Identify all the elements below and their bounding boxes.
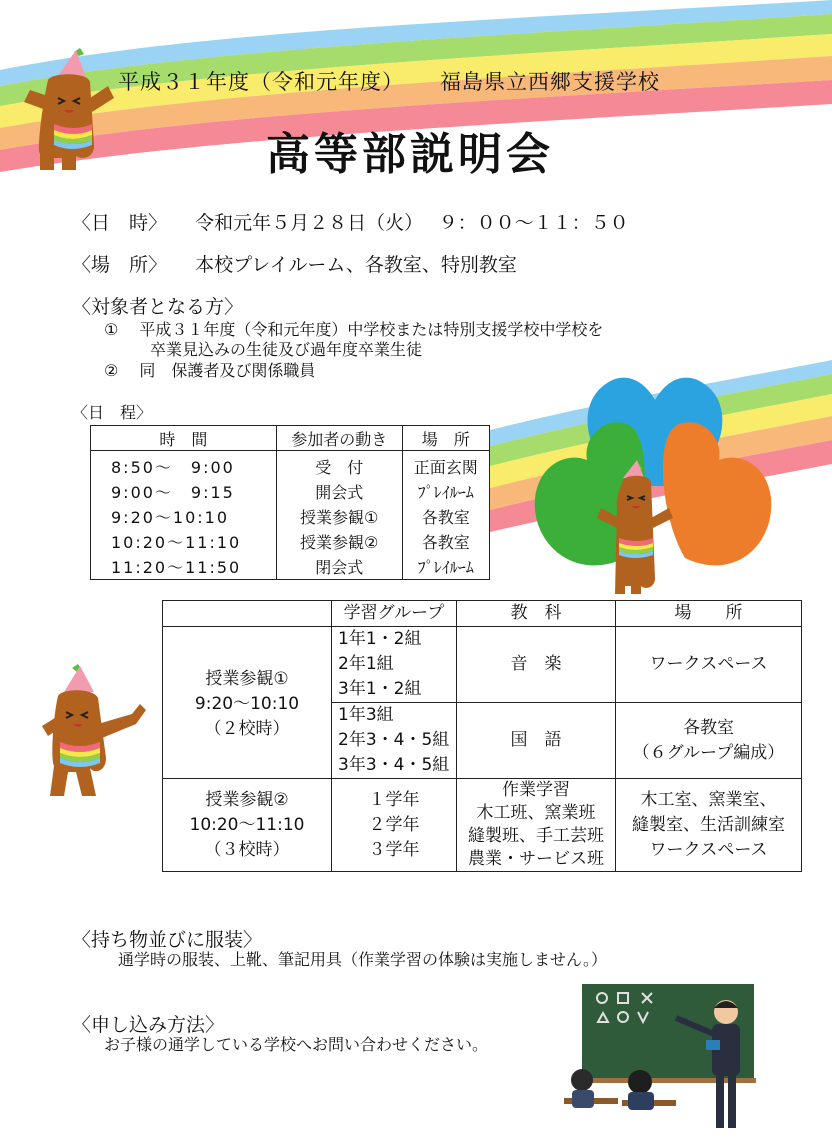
session-2-name: 授業参観② <box>205 789 289 810</box>
col-session <box>163 601 332 627</box>
location-line: 木工室、窯業室、 <box>640 789 777 810</box>
time-cell: 10:20〜11:10 <box>91 529 277 554</box>
activity-cell: 授業参観① <box>276 504 402 529</box>
group-item: 2年3・4・5組 <box>338 730 450 750</box>
location-line: （６グループ編成） <box>632 742 785 763</box>
apply-heading: 〈申し込み方法〉 <box>72 1014 225 1036</box>
group-item: 3年1・2組 <box>338 679 422 699</box>
group-cell <box>332 627 457 703</box>
grade-cell <box>332 779 457 872</box>
table-row <box>91 504 490 529</box>
col-activity: 参加者の動き <box>276 426 402 451</box>
table-row <box>91 529 490 554</box>
bring-text: 通学時の服装、上靴、筆記用具（作業学習の体験は実施しません。） <box>118 950 607 969</box>
location-cell <box>616 779 802 872</box>
target-item-1: ① 平成３１年度（令和元年度）中学校または特別支援学校中学校を <box>104 320 604 339</box>
time-cell: 9:00〜 9:15 <box>91 479 277 504</box>
table-row <box>163 627 802 703</box>
session-1-name: 授業参観① <box>205 669 289 689</box>
target-item-1-cont: 卒業見込みの生徒及び過年度卒業生徒 <box>150 340 423 359</box>
session-1-time: 9:20〜10:10 <box>194 694 300 714</box>
col-place: 場 所 <box>402 426 489 451</box>
table-row <box>91 479 490 504</box>
subject-title: 作業学習 <box>502 780 570 800</box>
subject-line: 農業・サービス班 <box>468 849 604 869</box>
activity-cell: 閉会式 <box>276 554 402 580</box>
date-value: 令和元年５月２８日（火） ９：００〜１１：５０ <box>195 212 629 234</box>
place-row <box>72 250 517 277</box>
activity-cell: 授業参観② <box>276 529 402 554</box>
session-2-periods: （３校時） <box>204 839 290 860</box>
grade-item: １学年 <box>368 789 420 810</box>
page-title: 高等部説明会 <box>266 129 554 180</box>
grade-item: ２学年 <box>368 814 420 835</box>
location-cell: ワークスペース <box>616 627 802 703</box>
classroom-illustration-icon <box>556 978 756 1138</box>
group-item: 1年1・2組 <box>338 629 422 649</box>
session-2-time: 10:20〜11:10 <box>189 814 305 835</box>
school-name: 福島県立西郷支援学校 <box>440 70 660 94</box>
place-cell: 各教室 <box>402 504 489 529</box>
date-label: 〈日 時〉 <box>72 212 168 234</box>
place-label: 〈場 所〉 <box>72 254 168 276</box>
date-row <box>72 208 629 235</box>
apply-text: お子様の通学している学校へお問い合わせください。 <box>104 1035 489 1054</box>
time-cell: 11:20〜11:50 <box>91 554 277 580</box>
group-item: 1年3組 <box>338 705 394 725</box>
table-row <box>91 554 490 580</box>
subject-line: 木工班、窯業班 <box>476 803 596 823</box>
location-line: 各教室 <box>683 717 734 738</box>
table-row <box>91 451 490 480</box>
header-line <box>118 66 660 96</box>
clover-hearts-icon <box>525 368 780 596</box>
schedule-heading: 〈日 程〉 <box>72 403 153 422</box>
subject-cell <box>457 779 616 872</box>
target-item-2: ② 同 保護者及び関係職員 <box>104 361 316 380</box>
place-cell: ﾌﾟﾚｲﾙｰﾑ <box>402 554 489 580</box>
location-cell <box>616 703 802 779</box>
grade-item: ３学年 <box>368 839 420 860</box>
place-cell: 正面玄関 <box>402 451 489 480</box>
session-1-cell <box>163 627 332 779</box>
col-time: 時 間 <box>91 426 277 451</box>
time-cell: 8:50〜 9:00 <box>91 451 277 480</box>
activity-cell: 開会式 <box>276 479 402 504</box>
fiscal-year: 平成３１年度（令和元年度） <box>118 70 404 94</box>
class-table <box>162 600 802 872</box>
col-group: 学習グループ <box>332 601 457 627</box>
group-item: 2年1組 <box>338 654 394 674</box>
subject-cell: 国 語 <box>457 703 616 779</box>
location-line: 縫製室、生活訓練室 <box>632 814 785 835</box>
place-cell: ﾌﾟﾚｲﾙｰﾑ <box>402 479 489 504</box>
col-location: 場 所 <box>616 601 802 627</box>
subject-line: 縫製班、手工芸班 <box>468 826 604 846</box>
target-heading: 〈対象者となる方〉 <box>72 296 244 318</box>
activity-cell: 受 付 <box>276 451 402 480</box>
session-2-cell <box>163 779 332 872</box>
col-subject: 教 科 <box>457 601 616 627</box>
table-row <box>163 779 802 872</box>
table-header-row <box>91 426 490 451</box>
table-header-row <box>163 601 802 627</box>
group-cell <box>332 703 457 779</box>
location-line: ワークスペース <box>649 839 768 860</box>
time-cell: 9:20〜10:10 <box>91 504 277 529</box>
schedule-table <box>90 425 490 580</box>
place-cell: 各教室 <box>402 529 489 554</box>
place-value: 本校プレイルーム、各教室、特別教室 <box>195 254 517 276</box>
session-1-periods: （２校時） <box>204 719 290 739</box>
subject-cell: 音 楽 <box>457 627 616 703</box>
group-item: 3年3・4・5組 <box>338 755 450 775</box>
bring-heading: 〈持ち物並びに服装〉 <box>72 929 263 951</box>
mascot-icon <box>36 662 156 802</box>
